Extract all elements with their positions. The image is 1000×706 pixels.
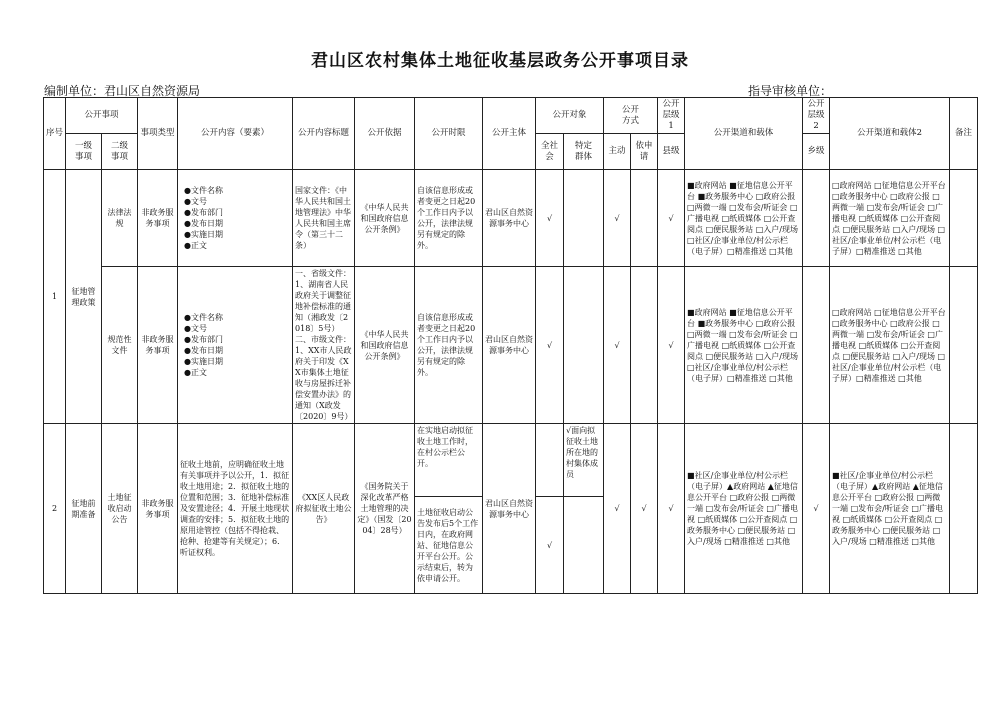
row-time: 自该信息形成或者变更之日起20个工作日内予以公开，法律法规另有规定的除外。 xyxy=(415,170,483,267)
header-specific: 特定 群体 xyxy=(564,134,604,170)
row-level2: 法律法规 xyxy=(102,170,138,267)
row-type: 非政务服务事项 xyxy=(138,267,178,424)
row-channel1: ■政府网站 ■征地信息公开平台 ■政务服务中心 □政府公报 □两微一端 □发布会/听证会 □广播电视 □纸质媒体 □公开查阅点 □便民服务站 □入户/现场 □社区/企事业单位/村公示栏（电子屏）□精准推送 □其他 xyxy=(685,267,803,424)
row-town xyxy=(803,170,830,267)
row-level2: 规范性文件 xyxy=(102,267,138,424)
row-remark xyxy=(950,267,978,424)
header-channel1: 公开渠道和载体 xyxy=(685,98,803,170)
row-society: √ xyxy=(536,497,564,594)
row-seq: 2 xyxy=(44,424,66,594)
row-basis: 《国务院关于深化改革严格土地管理的决定》（国发〔2004〕28号） xyxy=(355,424,415,594)
header-tier1: 公开 层级1 xyxy=(658,98,685,134)
row-town: √ xyxy=(803,424,830,594)
header-time: 公开时限 xyxy=(415,98,483,170)
row-time: 自该信息形成或者变更之日起20个工作日内予以公开，法律法规另有规定的除外。 xyxy=(415,267,483,424)
header-content-title: 公开内容标题 xyxy=(293,98,355,170)
row-subject: 君山区自然资源事务中心 xyxy=(483,424,536,594)
header-channel2: 公开渠道和载体2 xyxy=(830,98,950,170)
row-type: 非政务服务事项 xyxy=(138,424,178,594)
row-type: 非政务服务事项 xyxy=(138,170,178,267)
table-row xyxy=(44,424,978,497)
header-tier2: 公开 层级2 xyxy=(803,98,830,134)
header-town: 乡级 xyxy=(803,134,830,170)
row-subject: 君山区自然资源事务中心 xyxy=(483,170,536,267)
document-title: 君山区农村集体土地征收基层政务公开事项目录 xyxy=(311,51,689,71)
row-remark xyxy=(950,170,978,267)
row-channel1: ■社区/企事业单位/村公示栏（电子屏）▲政府网站 ▲征地信息公开平台 □政府公报 □两微一端 □发布会/听证会 □广播电视 □纸质媒体 □公开查阅点 □政务服务中心 □便民服务站 □入户/现场 □精准推送 □其他 xyxy=(685,424,803,594)
header-apply: 依申 请 xyxy=(631,134,658,170)
row-channel2: □政府网站 □征地信息公开平台 □政务服务中心 □政府公报 □两微一端 □发布会/听证会 □广播电视 □纸质媒体 □公开查阅点 □便民服务站 □入户/现场 □社区/企事业单位/村公示栏（电子屏）□精准推送 □其他 xyxy=(830,170,950,267)
header-active: 主动 xyxy=(604,134,631,170)
header-method: 公开 方式 xyxy=(604,98,658,134)
header-subject: 公开主体 xyxy=(483,98,536,170)
row-specific xyxy=(564,170,604,267)
reviewer-unit: 指导审核单位： xyxy=(748,84,833,98)
header-basis: 公开依据 xyxy=(355,98,415,170)
row-apply: √ xyxy=(631,424,658,594)
row-level1: 征地前期准备 xyxy=(66,424,102,594)
header-society: 全社 会 xyxy=(536,134,564,170)
header-content: 公开内容（要素） xyxy=(178,98,293,170)
row-level2: 土地征收启动公告 xyxy=(102,424,138,594)
row-town xyxy=(803,267,830,424)
row-time-village: 在实地启动拟征收土地工作时，在村公示栏公开。 xyxy=(415,424,483,497)
row-society xyxy=(536,424,564,497)
row-active: √ xyxy=(604,170,631,267)
row-content: ●文件名称 ●文号 ●发布部门 ●发布日期 ●实施日期 ●正文 xyxy=(178,170,293,267)
row-subject: 君山区自然资源事务中心 xyxy=(483,267,536,424)
header-seq: 序号 xyxy=(44,98,66,170)
table-row xyxy=(44,267,978,424)
row-content-title: 国家文件：《中华人民共和国土地管理法》中华人民共和国主席令（第三十二条） xyxy=(293,170,355,267)
header-target: 公开对象 xyxy=(536,98,604,134)
header-items: 公开事项 xyxy=(66,98,138,134)
header-level1: 一级 事项 xyxy=(66,134,102,170)
table-row xyxy=(44,170,978,267)
row-channel1: ■政府网站 ■征地信息公开平台 ■政务服务中心 □政府公报 □两微一端 □发布会/听证会 □广播电视 □纸质媒体 □公开查阅点 □便民服务站 □入户/现场 □社区/企事业单位/村公示栏（电子屏）□精准推送 □其他 xyxy=(685,170,803,267)
row-content-title: 《XX区人民政府拟征收土地公告》 xyxy=(293,424,355,594)
row-remark xyxy=(950,424,978,594)
row-specific xyxy=(564,497,604,594)
row-content-title: 一、省级文件：1、湖南省人民政府关于调整征地补偿标准的通知（湘政发〔2018〕5号） 二、市级文件：1、XX市人民政府关于印发《XX市集体土地征收与房屋拆迁补偿安置办法》的通知（X政发〔2020〕9号） xyxy=(293,267,355,424)
row-county: √ xyxy=(658,267,685,424)
row-basis: 《中华人民共和国政府信息公开条例》 xyxy=(355,267,415,424)
row-society: √ xyxy=(536,170,564,267)
row-county: √ xyxy=(658,424,685,594)
row-level1: 征地管理政策 xyxy=(66,170,102,424)
row-channel2: ■社区/企事业单位/村公示栏（电子屏）▲政府网站 ▲征地信息公开平台 □政府公报 □两微一端 □发布会/听证会 □广播电视 □纸质媒体 □公开查阅点 □政务服务中心 □便民服务站 □入户/现场 □精准推送 □其他 xyxy=(830,424,950,594)
row-time-online: 土地征收启动公告发布后5个工作日内，在政府网站、征地信息公开平台公开。公示结束后，转为依申请公开。 xyxy=(415,497,483,594)
row-content: ●文件名称 ●文号 ●发布部门 ●发布日期 ●实施日期 ●正文 xyxy=(178,267,293,424)
row-channel2: □政府网站 □征地信息公开平台 □政务服务中心 □政府公报 □两微一端 □发布会/听证会 □广播电视 □纸质媒体 □公开查阅点 □便民服务站 □入户/现场 □社区/企事业单位/村公示栏（电子屏）□精准推送 □其他 xyxy=(830,267,950,424)
row-specific: √面向拟征收土地所在地的村集体成员 xyxy=(564,424,604,497)
header-type: 事项类型 xyxy=(138,98,178,170)
disclosure-table xyxy=(43,97,978,594)
row-basis: 《中华人民共和国政府信息公开条例》 xyxy=(355,170,415,267)
row-county: √ xyxy=(658,170,685,267)
row-society: √ xyxy=(536,267,564,424)
header-county: 县级 xyxy=(658,134,685,170)
row-content: 征收土地前，应明确征收土地有关事项并予以公开，1．拟征收土地用途；2．拟征收土地的位置和范围；3．征地补偿标准及安置途径；4．开展土地现状调查的安排；5．拟征收土地的原用途管控（包括不得抢栽、抢种、抢建等有关规定）；6．听证权利。 xyxy=(178,424,293,594)
row-specific xyxy=(564,267,604,424)
row-apply xyxy=(631,170,658,267)
row-apply xyxy=(631,267,658,424)
header-remark: 备注 xyxy=(950,98,978,170)
row-seq: 1 xyxy=(44,170,66,424)
compiler-unit: 编制单位：君山区自然资源局 xyxy=(44,84,201,98)
row-active: √ xyxy=(604,424,631,594)
row-active: √ xyxy=(604,267,631,424)
header-level2: 二级 事项 xyxy=(102,134,138,170)
